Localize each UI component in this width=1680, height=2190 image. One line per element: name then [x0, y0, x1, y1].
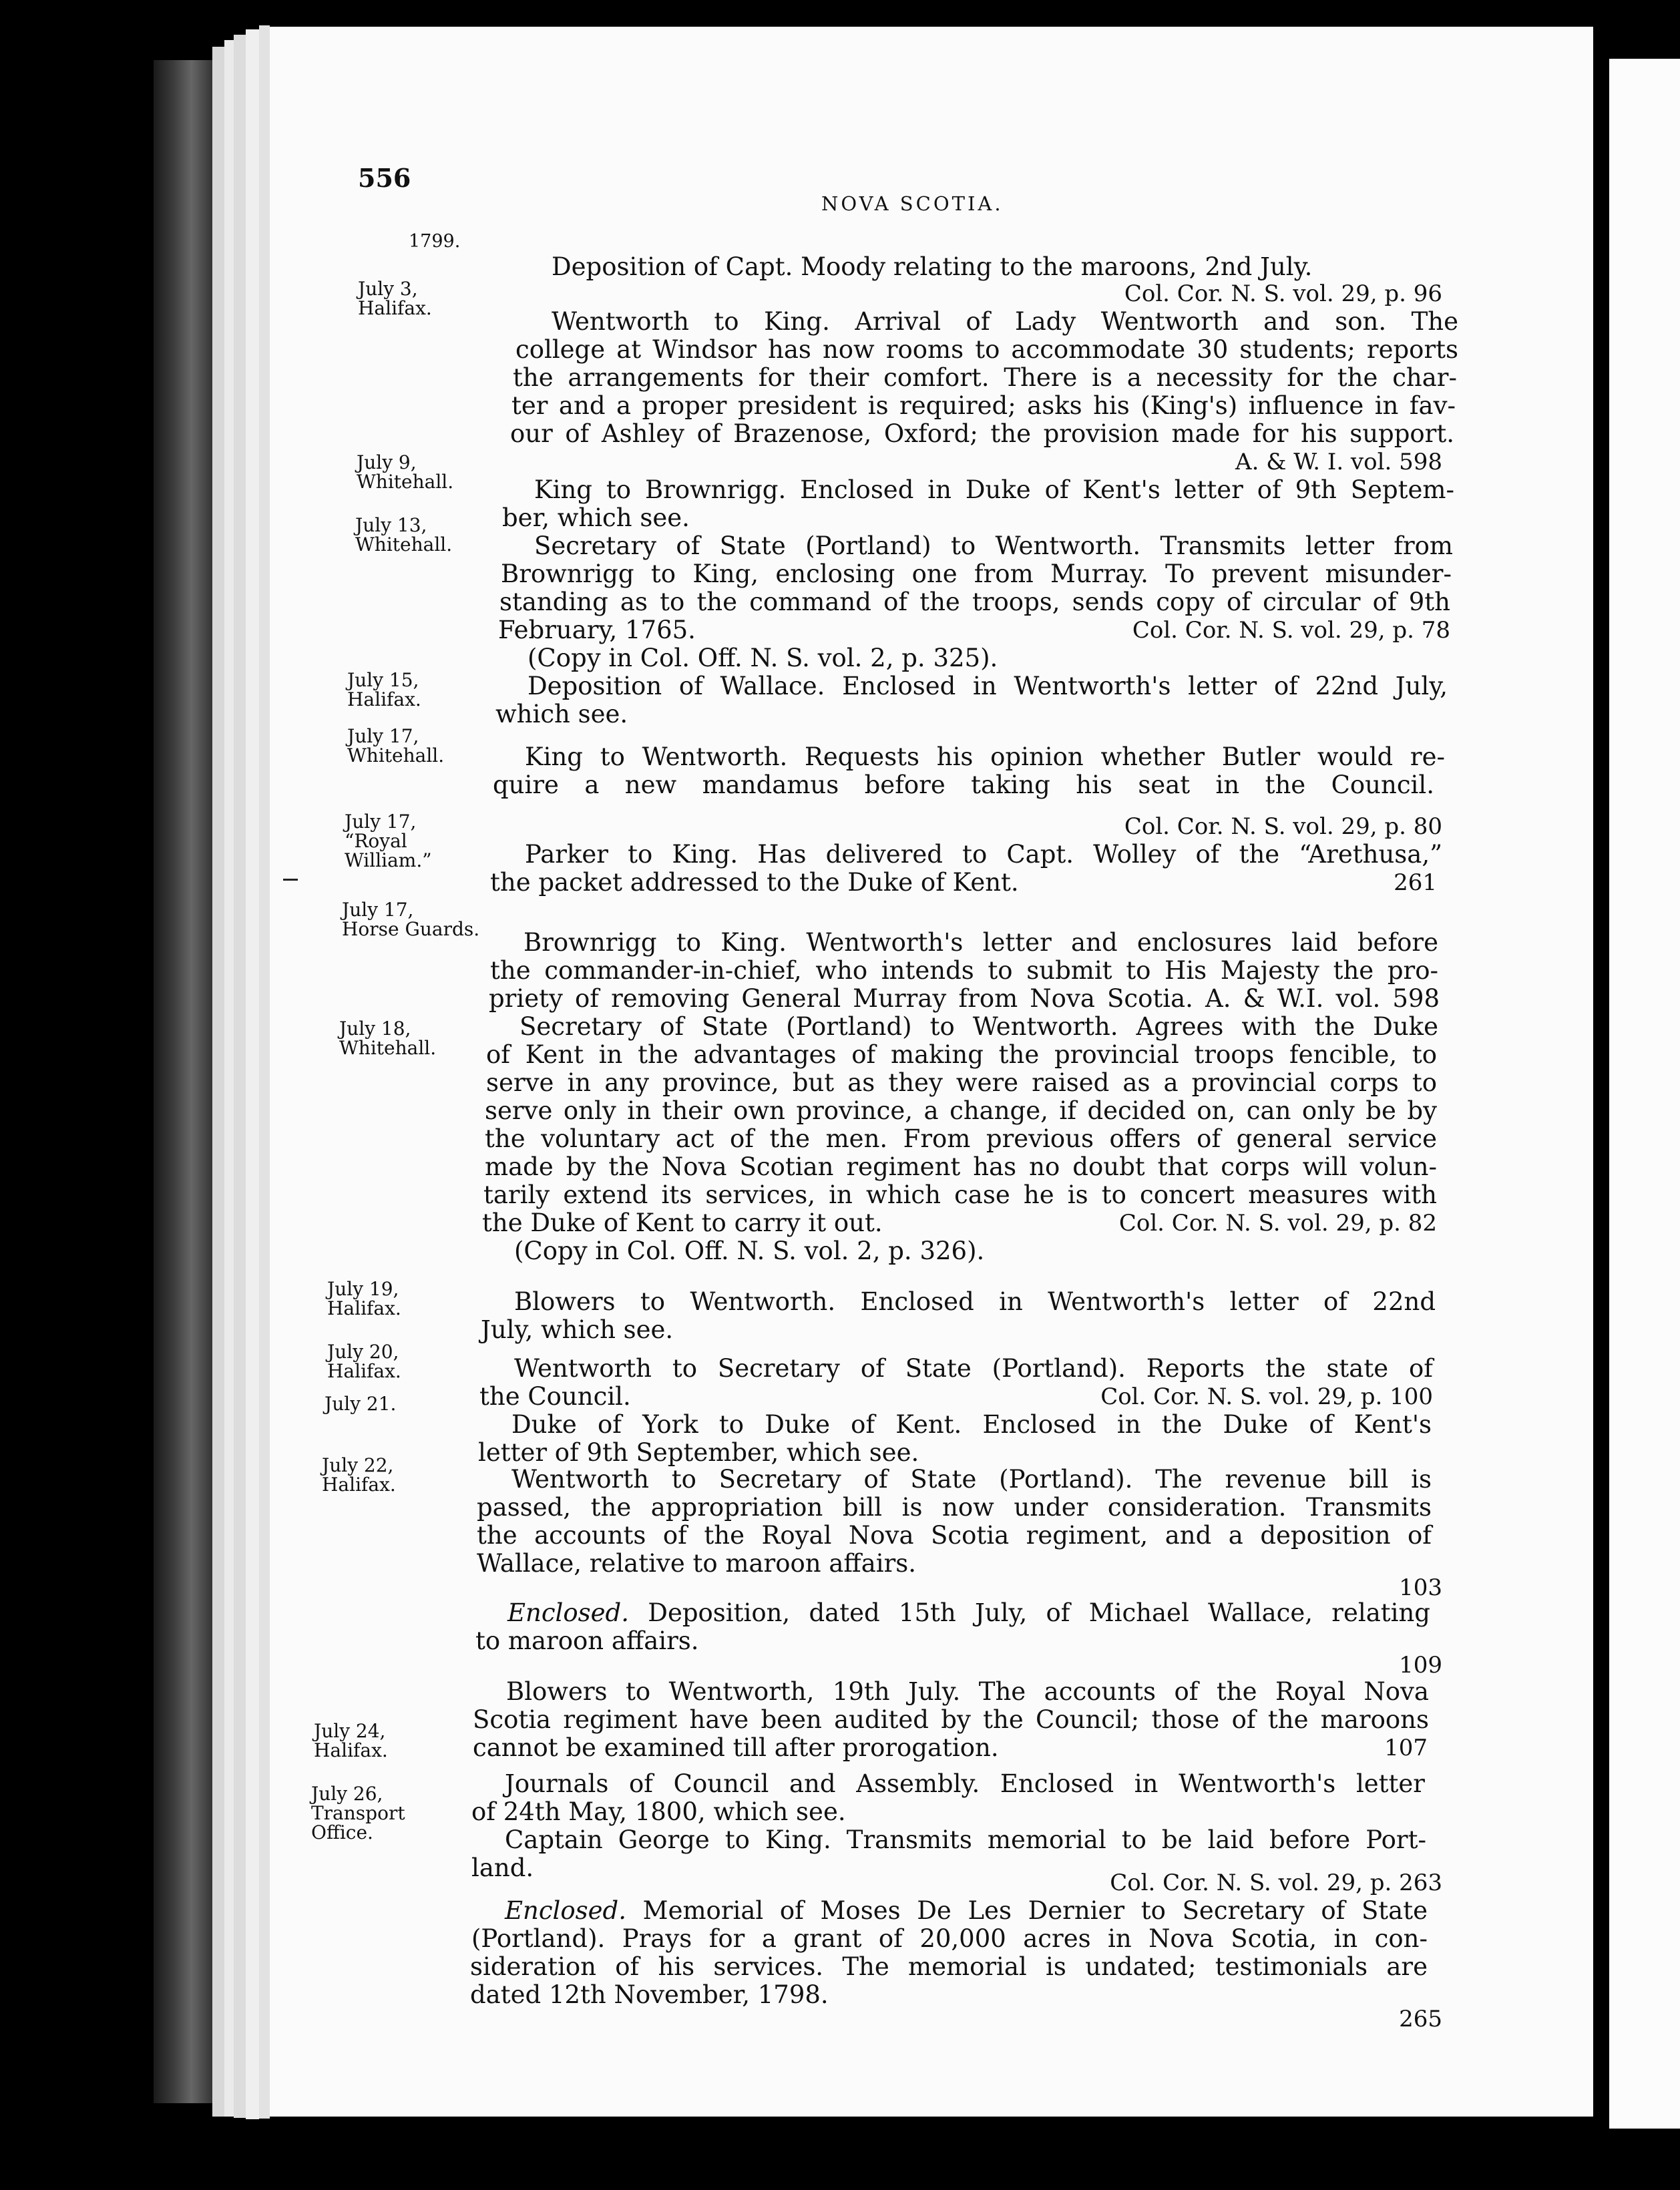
text-line	[482, 1210, 1437, 1237]
text-line	[523, 929, 1438, 956]
text-line	[477, 1550, 1011, 1577]
line-text: the voluntary act of the men. From previous offers of general service	[485, 1124, 1437, 1153]
margin-date-july-3-halifax: July 3, Halifax.	[358, 278, 432, 319]
reference-citation: Col. Cor. N. S. vol. 29, p. 82	[1118, 1210, 1437, 1237]
line-text: King to Brownrigg. Enclosed in Duke of Kent's letter of 9th Septem-	[534, 475, 1454, 504]
reference-citation: 107	[1384, 1735, 1428, 1761]
line-text: letter of 9th September, which see.	[478, 1438, 919, 1467]
line-text: Blowers to Wentworth, 19th July. The accounts of the Royal Nova	[506, 1677, 1429, 1706]
text-line	[514, 1238, 1102, 1265]
line-text: Memorial of Moses De Les Dernier to Secretary of State	[626, 1896, 1428, 1925]
line-text: Brownrigg to King. Wentworth's letter and enclosures laid before	[523, 928, 1438, 957]
margin-date-july-17-royal-william: July 17, “Royal William.”	[345, 811, 432, 871]
text-line	[519, 1014, 1438, 1040]
line-text: (Copy in Col. Off. N. S. vol. 2, p. 326).	[514, 1237, 985, 1265]
line-text: (Copy in Col. Off. N. S. vol. 2, p. 325).	[528, 644, 998, 672]
text-line	[471, 1855, 552, 1882]
line-text: to maroon affairs.	[475, 1626, 699, 1655]
text-line	[490, 869, 1437, 896]
page-edge	[224, 40, 234, 2117]
running-head: NOVA SCOTIA.	[821, 192, 1004, 215]
line-text: Duke of York to Duke of Kent. Enclosed in the Duke of Kent's	[511, 1410, 1432, 1439]
text-line	[511, 1411, 1432, 1438]
reference-citation: Col. Cor. N. S. vol. 29, p. 100	[1100, 1383, 1433, 1410]
text-line	[493, 772, 1434, 799]
line-text: dated 12th November, 1798.	[470, 1980, 829, 2009]
text-line	[495, 701, 669, 728]
text-line	[510, 421, 1454, 447]
margin-date-july-26-transport-office: July 26, Transport Office.	[311, 1783, 405, 1843]
margin-date-july-20-halifax: July 20, Halifax.	[327, 1341, 401, 1382]
line-text: serve only in their own province, a change, if decided on, can only be by	[485, 1096, 1437, 1125]
page-edge	[212, 47, 224, 2117]
text-line	[1042, 280, 1442, 307]
text-line	[514, 1289, 1436, 1315]
enclosed-label: Enclosed.	[507, 1598, 630, 1627]
line-text: quire a new mandamus before taking his seat in the Council.	[493, 771, 1434, 799]
text-line	[490, 957, 1438, 984]
line-text: Wentworth to Secretary of State (Portland). Reports the state of	[514, 1354, 1433, 1383]
text-line	[514, 1355, 1433, 1382]
line-text: passed, the appropriation bill is now under consideration. Transmits	[477, 1493, 1432, 1522]
text-line	[501, 561, 1452, 588]
line-text: 109	[1399, 1652, 1442, 1679]
text-line	[1376, 1574, 1442, 1601]
text-line	[528, 645, 1062, 672]
text-line	[511, 1466, 1432, 1493]
text-line	[506, 1679, 1429, 1705]
year-label: 1799.	[409, 231, 461, 252]
line-text: Secretary of State (Portland) to Wentworth. Transmits letter from	[534, 531, 1453, 560]
text-line	[470, 1954, 1428, 1980]
line-text: 103	[1399, 1574, 1442, 1601]
text-line	[1370, 1652, 1442, 1679]
line-text: Wallace, relative to maroon affairs.	[477, 1549, 917, 1578]
line-text: the accounts of the Royal Nova Scotia regiment, and a deposition of	[477, 1521, 1432, 1550]
line-text: Wentworth to Secretary of State (Portland). The revenue bill is	[511, 1465, 1432, 1494]
margin-date-july-21: July 21.	[325, 1393, 397, 1415]
text-line	[1035, 1870, 1442, 1896]
margin-date-july-22-halifax: July 22, Halifax.	[322, 1454, 396, 1496]
text-line	[471, 1799, 952, 1825]
text-line	[513, 365, 1457, 391]
margin-date-july-24-halifax: July 24, Halifax.	[314, 1720, 388, 1761]
text-line	[477, 1494, 1432, 1521]
line-text: the packet addressed to the Duke of Kent.	[490, 868, 1019, 897]
text-line	[935, 813, 1442, 840]
text-line	[478, 1440, 959, 1466]
text-line	[485, 1098, 1437, 1124]
line-text: Col. Cor. N. S. vol. 29, p. 263	[1110, 1870, 1442, 1896]
line-text: made by the Nova Scotian regiment has no doubt that corps will volun-	[485, 1152, 1437, 1181]
line-text: the arrangements for their comfort. There is a necessity for the char-	[513, 363, 1457, 392]
line-text: the Council.	[479, 1382, 631, 1411]
text-line	[499, 589, 1450, 616]
line-text: Deposition, dated 15th July, of Michael Wallace, relating	[629, 1598, 1430, 1627]
line-text: Blowers to Wentworth. Enclosed in Wentworth's letter of 22nd	[514, 1287, 1436, 1316]
page-edge	[259, 25, 270, 2119]
line-text: Secretary of State (Portland) to Wentworth. Agrees with the Duke	[519, 1012, 1438, 1041]
margin-date-july-9-whitehall: July 9, Whitehall.	[357, 451, 454, 493]
line-text: (Portland). Prays for a grant of 20,000 acres in Nova Scotia, in con-	[471, 1924, 1428, 1953]
line-text: the commander-in-chief, who intends to submit to His Majesty the pro-	[490, 956, 1438, 985]
text-line	[507, 1600, 1430, 1626]
page-number: 556	[358, 163, 411, 193]
text-line	[479, 1383, 1433, 1410]
line-text: of 24th May, 1800, which see.	[471, 1797, 846, 1826]
line-text: A. & W. I. vol. 598	[1235, 449, 1442, 475]
line-text: sideration of his services. The memorial is undated; testimonials are	[470, 1952, 1428, 1981]
text-line	[475, 1628, 756, 1655]
page-edge	[234, 35, 246, 2118]
line-text: Deposition of Capt. Moody relating to the maroons, 2nd July.	[552, 252, 1313, 281]
line-text: Scotia regiment have been audited by the Council; those of the maroons	[473, 1705, 1429, 1734]
margin-date-july-19-halifax: July 19, Halifax.	[327, 1278, 401, 1319]
text-line	[483, 1182, 1437, 1209]
line-text: land.	[471, 1853, 534, 1882]
line-text: Col. Cor. N. S. vol. 29, p. 96	[1124, 280, 1442, 307]
text-line	[485, 1154, 1437, 1180]
text-line	[505, 1827, 1426, 1853]
margin-date-july-18-whitehall: July 18, Whitehall.	[339, 1018, 437, 1059]
text-line	[505, 1898, 1428, 1924]
margin-dash-mark	[283, 879, 298, 881]
line-text: Wentworth to King. Arrival of Lady Wentworth and son. The	[552, 307, 1458, 336]
text-line	[498, 617, 1450, 644]
text-line	[525, 744, 1445, 771]
book-binding	[154, 60, 217, 2103]
text-line	[486, 1070, 1437, 1096]
line-text: ter and a proper president is required; asks his (King's) influence in fav-	[511, 391, 1456, 420]
line-text: tarily extend its services, in which case he is to concert measures with	[483, 1180, 1437, 1209]
line-text: ber, which see.	[502, 503, 690, 532]
text-line	[528, 673, 1448, 700]
line-text: Captain George to King. Transmits memorial to be laid before Port-	[505, 1825, 1426, 1854]
text-line	[477, 1522, 1432, 1549]
margin-date-july-13-whitehall: July 13, Whitehall.	[355, 514, 453, 556]
line-text: King to Wentworth. Requests his opinion whether Butler would re-	[525, 742, 1445, 771]
line-text: the Duke of Kent to carry it out.	[482, 1209, 883, 1237]
text-line	[471, 1926, 1428, 1952]
text-line	[505, 1771, 1425, 1797]
text-line	[473, 1707, 1429, 1733]
line-text: serve in any province, but as they were raised as a provincial corps to	[486, 1068, 1437, 1097]
margin-date-july-15-halifax: July 15, Halifax.	[347, 669, 421, 710]
text-line	[485, 1126, 1437, 1152]
line-text: 265	[1399, 2006, 1442, 2032]
text-line	[534, 533, 1453, 560]
line-text: priety of removing General Murray from Nova Scotia. A. & W.I. vol. 598	[489, 984, 1440, 1013]
margin-date-july-17-whitehall: July 17, Whitehall.	[347, 725, 445, 766]
text-line	[552, 254, 1353, 280]
text-line	[1362, 2006, 1442, 2032]
text-line	[489, 986, 1440, 1012]
text-line	[515, 337, 1458, 363]
line-text: February, 1765.	[498, 616, 696, 644]
text-line	[481, 1317, 708, 1343]
enclosed-label: Enclosed.	[505, 1896, 627, 1925]
text-line	[552, 308, 1458, 335]
text-line	[525, 841, 1442, 868]
text-line	[534, 477, 1454, 503]
text-line	[486, 1042, 1437, 1068]
line-text: cannot be examined till after prorogation.	[473, 1733, 999, 1762]
line-text: our of Ashley of Brazenose, Oxford; the provision made for his support.	[510, 419, 1454, 448]
line-text: college at Windsor has now rooms to accommodate 30 students; reports	[515, 335, 1458, 364]
line-text: Journals of Council and Assembly. Enclosed in Wentworth's letter	[505, 1769, 1425, 1798]
line-text: Col. Cor. N. S. vol. 29, p. 80	[1124, 813, 1442, 840]
line-text: July, which see.	[481, 1315, 674, 1344]
line-text: which see.	[495, 700, 628, 728]
line-text: Deposition of Wallace. Enclosed in Wentworth's letter of 22nd July,	[528, 672, 1448, 700]
line-text: standing as to the command of the troops, sends copy of circular of 9th	[499, 588, 1450, 616]
text-line	[502, 505, 769, 531]
text-line	[473, 1735, 1428, 1761]
page-edge	[246, 29, 259, 2119]
line-text: Brownrigg to King, enclosing one from Murray. To prevent misunder-	[501, 560, 1452, 588]
text-line	[1135, 449, 1442, 475]
line-text: of Kent in the advantages of making the provincial troops fencible, to	[486, 1040, 1437, 1069]
reference-citation: Col. Cor. N. S. vol. 29, p. 78	[1132, 617, 1450, 644]
text-line	[470, 1982, 1071, 2008]
text-line	[511, 393, 1456, 419]
reference-citation: 261	[1394, 869, 1437, 896]
margin-date-july-17-horse-guards: July 17, Horse Guards.	[342, 899, 480, 940]
line-text: Parker to King. Has delivered to Capt. Wolley of the “Arethusa,”	[525, 840, 1442, 869]
facing-page-edge	[1609, 59, 1680, 2129]
